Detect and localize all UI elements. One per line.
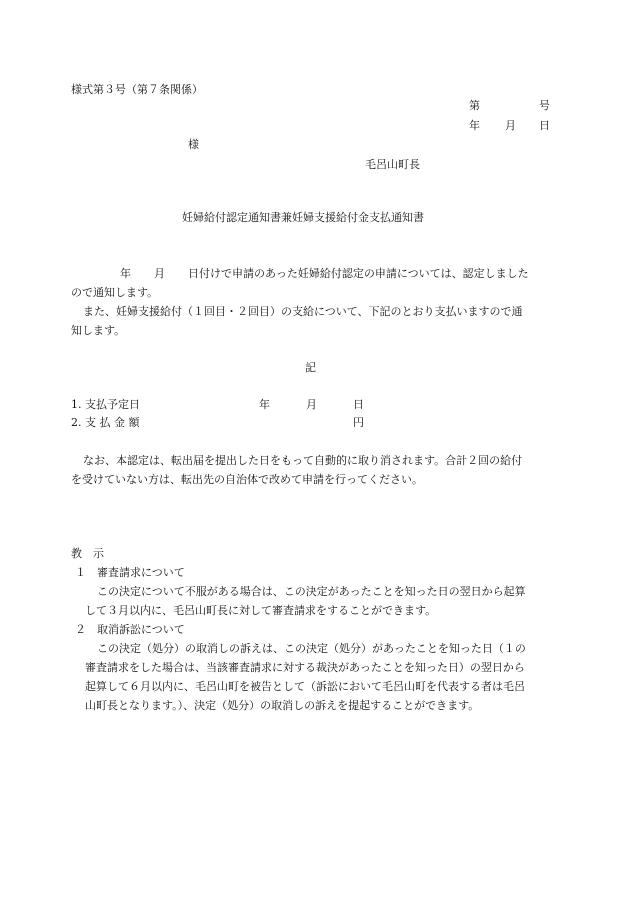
para1-month: 月 [154,267,165,280]
date-month: 月 [505,119,516,132]
section1-title: １ 審査請求について [75,566,185,579]
payment-amount-label: 2. 支 払 金 額 [71,416,140,429]
para1-year: 年 [120,267,131,280]
section2-title: ２ 取消訴訟について [75,623,185,636]
note-line2: を受けていない方は、転出先の自治体で改めて申請を行ってください。 [71,473,423,486]
doc-number-suffix: 号 [539,99,550,112]
document-title: 妊婦給付認定通知書兼妊婦支援給付金支払通知書 [182,211,424,224]
addressee-suffix: 様 [188,138,199,151]
payment-date-month: 月 [306,398,317,411]
section1-line1: この決定について不服がある場合は、この決定があったことを知った日の翌日から起算 [97,585,526,598]
para2-line2: 知します。 [71,324,126,337]
para2-line1: また、妊婦支援給付（１回目・２回目）の支給について、下記のとおり支払いますので通 [83,305,523,318]
issuer-name: 毛呂山町長 [365,158,420,171]
instruction-heading: 教 示 [71,547,104,560]
form-label: 様式第３号（第７条関係） [71,83,203,96]
date-year: 年 [469,119,480,132]
payment-date-year: 年 [259,398,270,411]
section2-line4: 山町長となります。）、決定（処分）の取消しの訴えを提起することができます。 [85,699,480,712]
doc-number-prefix: 第 [469,99,480,112]
section2-line3: 起算して６月以内に、毛呂山町を被告として（訴訟において毛呂山町を代表する者は毛呂 [85,680,525,693]
date-day: 日 [539,119,550,132]
para1-line2: ので通知します。 [71,286,159,299]
section2-line1: この決定（処分）の取消しの訴えは、この決定（処分）があったことを知った日（１の [97,642,526,655]
payment-date-day: 日 [353,398,364,411]
section1-line2: して３月以内に、毛呂山町長に対して審査請求をすることができます。 [85,604,437,617]
payment-date-label: 1. 支払予定日 [71,398,140,411]
ki-mark: 記 [305,361,316,374]
para1-text: 日付けで申請のあった妊婦給付認定の申請については、認定しました [188,267,529,280]
payment-amount-unit: 円 [353,416,364,429]
section2-line2: 審査請求をした場合は、当該審査請求に対する裁決があったことを知った日）の翌日から [85,661,525,674]
note-line1: なお、本認定は、転出届を提出した日をもって自動的に取り消されます。合計２回の給付 [83,454,523,467]
